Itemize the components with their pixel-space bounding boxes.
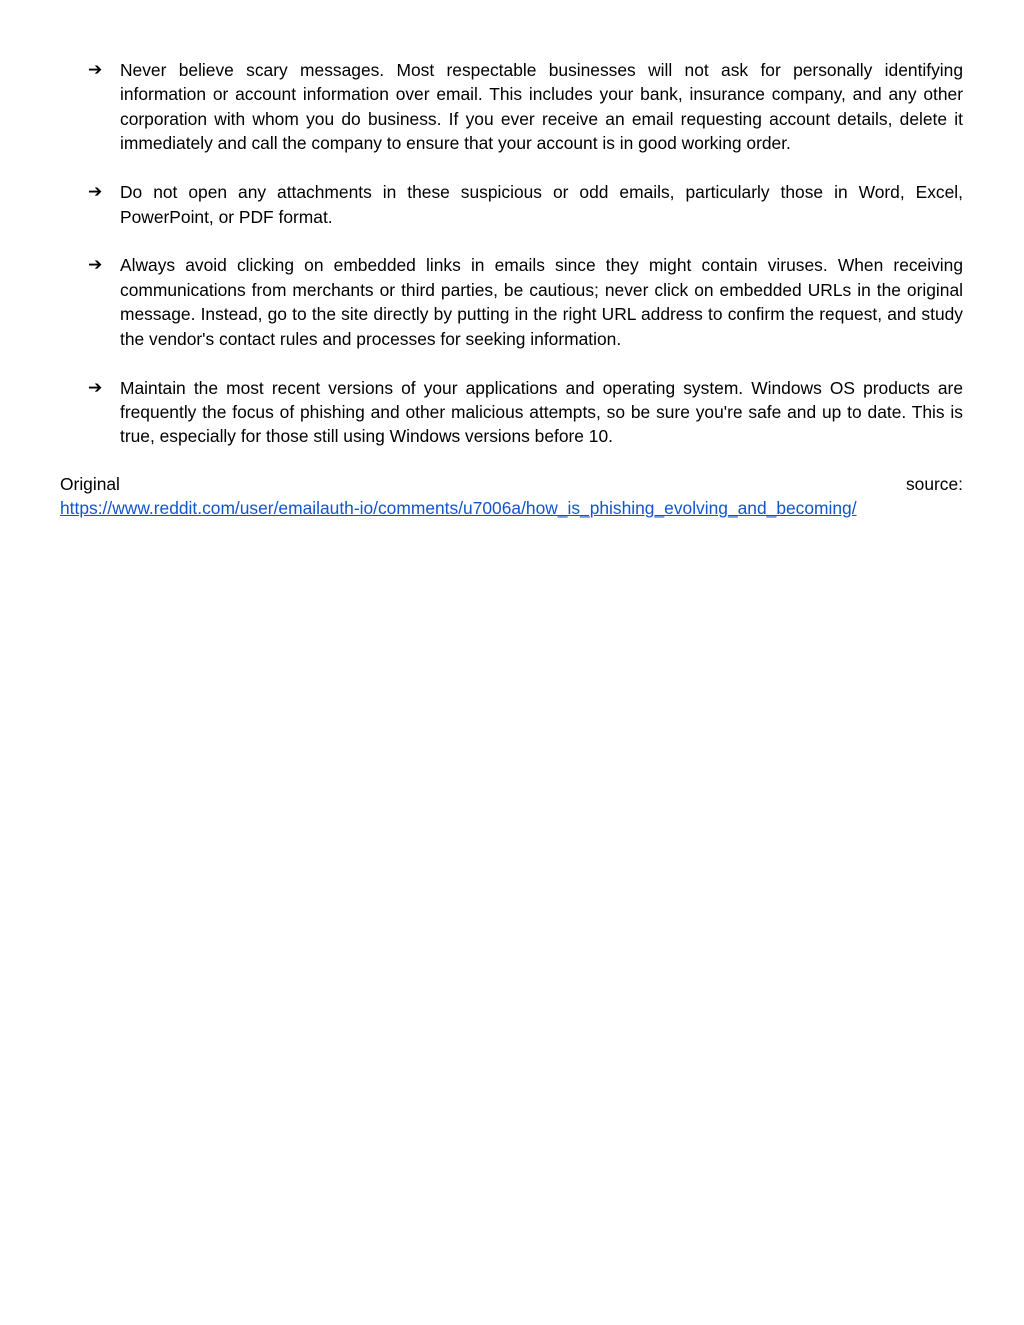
list-item	[60, 58, 963, 156]
tips-list	[60, 58, 963, 473]
list-item	[60, 253, 963, 351]
list-item-text: Maintain the most recent versions of your applications and operating system. Windows OS products are frequently the focus of phishing and other malicious attempts, so be sure you're safe and up to date. This is true, especially for those still using Windows versions before 10.	[120, 377, 963, 447]
list-item	[60, 180, 963, 229]
list-item	[60, 376, 963, 449]
arrow-bullet-icon: ➔	[88, 182, 103, 203]
list-item-text: Always avoid clicking on embedded links in emails since they might contain viruses. When receiving communications from merchants or third parties, be cautious; never click on embedded URLs in the original message. Instead, go to the site directly by putting in the right URL address to confirm the request, and study the vendor's contact rules and processes for seeking information.	[120, 255, 963, 349]
source-link[interactable]: https://www.reddit.com/user/emailauth-io/comments/u7006a/how_is_phishing_evolving_and_becoming/	[60, 498, 857, 519]
source-attribution	[60, 472, 963, 521]
list-item-text: Do not open any attachments in these suspicious or odd emails, particularly those in Word, Excel, PowerPoint, or PDF format.	[120, 182, 963, 227]
arrow-bullet-icon: ➔	[88, 255, 103, 276]
source-label-source: source:	[905, 474, 963, 494]
arrow-bullet-icon: ➔	[88, 377, 103, 398]
source-label-row	[60, 472, 963, 496]
list-item-text: Never believe scary messages. Most respectable businesses will not ask for personally identifying information or account information over email. This includes your bank, insurance company, and any other corporation with whom you do business. If you ever receive an email requesting account details, delete it immediately and call the company to ensure that your account is in good working order.	[120, 60, 963, 154]
source-label-original: Original	[60, 474, 120, 494]
arrow-bullet-icon: ➔	[88, 60, 103, 80]
